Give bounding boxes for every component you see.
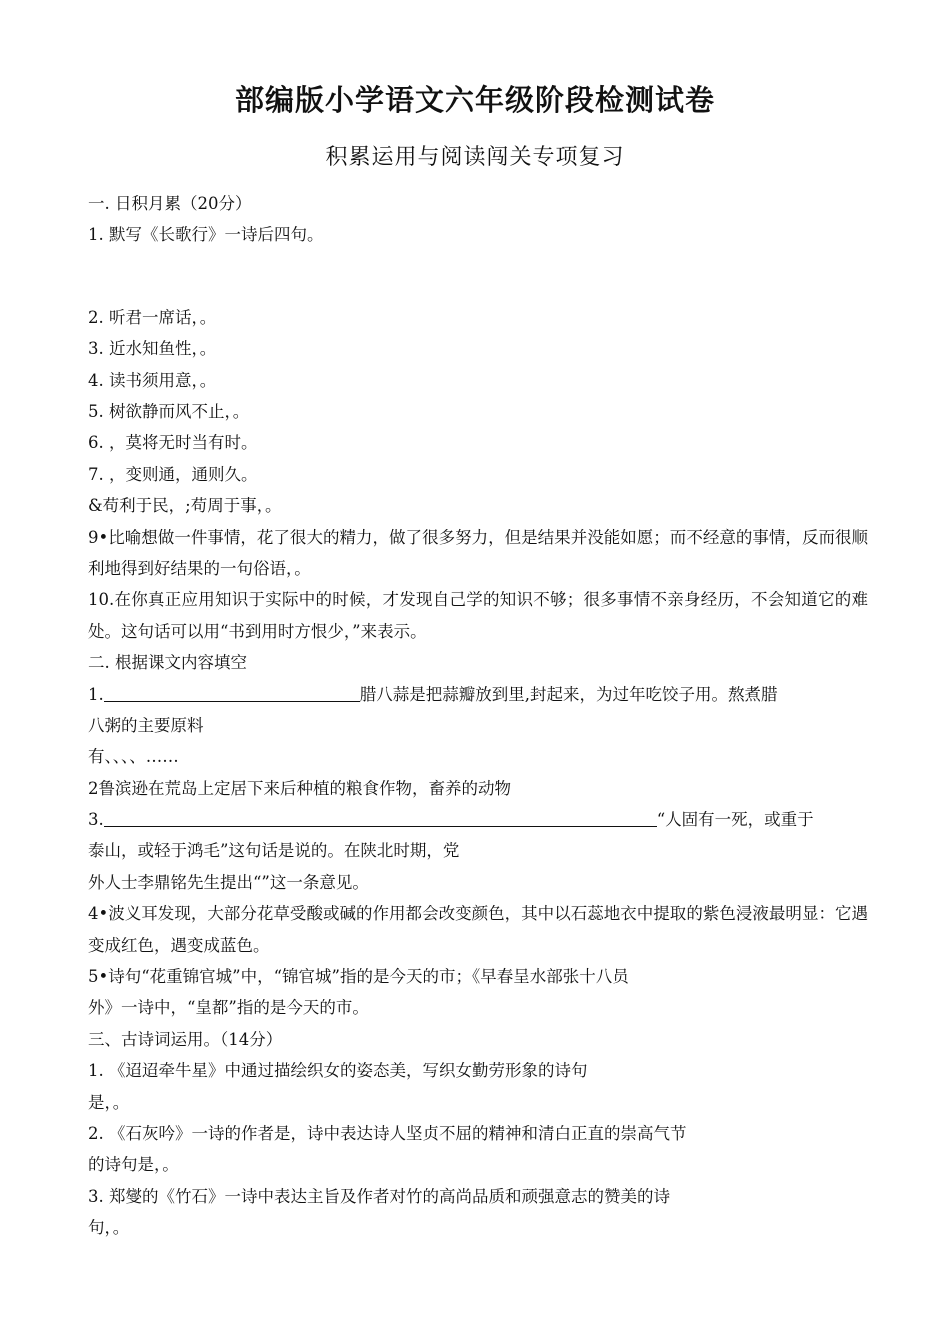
section-2-question-3-line-2: 泰山，或轻于鸿毛”这句话是说的。在陕北时期，党 [88,841,460,861]
section-3-question-1-line-2: 是，。 [88,1092,130,1112]
answer-blank [104,808,657,827]
question-number: 3. [88,810,104,830]
section-3-question-2-line-2: 的诗句是，。 [88,1155,179,1175]
section-1-question-10: 10.在你真正应用知识于实际中的时候，才发现自己学的知识不够；很多事情不亲身经历，不会知道它的难处。这句话可以用“书到用时方恨少，”来表示。 [88,590,868,641]
section-2-question-5-line-2: 外》一诗中，“皇都”指的是今天的市。 [88,998,369,1018]
section-2-heading: 二. 根据课文内容填空 [88,653,247,673]
section-1-question-8: &苟利于民，;苟周于事，。 [88,496,282,516]
answer-blank [104,683,360,702]
section-3-question-3-line-2: 句，。 [88,1218,130,1238]
section-2-question-5: 5•诗句“花重锦官城”中，“锦官城”指的是今天的市；《早春呈水部张十八员 [88,967,629,987]
page-subtitle: 积累运用与阅读闯关专项复习 [325,145,625,170]
section-1-question-5: 5. 树欲静而风不止，。 [88,401,250,421]
exam-body [88,188,868,1244]
section-2-question-1 [88,679,868,710]
section-1-question-6: 6. ，莫将无时当有时。 [88,433,258,453]
section-3-question-1: 1. 《迢迢牵牛星》中通过描绘织女的姿态美，写织女勤劳形象的诗句 [88,1061,588,1081]
section-1-question-4: 4. 读书须用意，。 [88,370,217,390]
section-2-question-4: 4•波义耳发现，大部分花草受酸或碱的作用都会改变颜色，其中以石蕊地衣中提取的紫色浸液最明显：它遇变成红色，遇变成蓝色。 [88,904,868,955]
section-2-question-1-line-3: 有、、、、…… [88,747,179,767]
section-2-question-3 [88,804,868,835]
section-3-question-3: 3. 郑燮的《竹石》一诗中表达主旨及作者对竹的高尚品质和顽强意志的赞美的诗 [88,1186,670,1206]
section-1-question-9: 9•比喻想做一件事情，花了很大的精力，做了很多努力，但是结果并没能如愿；而不经意的事情，反而很顺利地得到好结果的一句俗语，。 [88,527,868,578]
question-number: 1. [88,684,104,704]
section-2-question-2: 2鲁滨逊在荒岛上定居下来后种植的粮食作物，畜养的动物 [88,778,511,798]
section-1-question-7: 7. ，变则通，通则久。 [88,464,258,484]
question-text: “人固有一死，或重于 [656,810,814,830]
section-1-question-2: 2. 听君一席话，。 [88,307,217,327]
section-1-heading: 一. 日积月累（20分） [88,194,252,213]
section-3-heading: 三、古诗词运用。（14分） [88,1029,283,1049]
answer-space [88,251,868,302]
section-2-question-3-line-3: 外人士李鼎铭先生提出“”这一条意见。 [88,872,369,892]
section-1-question-1: 1. 默写《长歌行》一诗后四句。 [88,225,324,245]
section-3-question-2: 2. 《石灰吟》一诗的作者是，诗中表达诗人坚贞不屈的精神和清白正直的崇高气节 [88,1124,687,1144]
page-title: 部编版小学语文六年级阶段检测试卷 [234,83,715,117]
section-2-question-1-line-2: 八粥的主要原料 [88,715,204,735]
question-text: 腊八蒜是把蒜瓣放到里,封起来，为过年吃饺子用。熬煮腊 [359,684,778,704]
section-1-question-3: 3. 近水知鱼性，。 [88,339,217,359]
